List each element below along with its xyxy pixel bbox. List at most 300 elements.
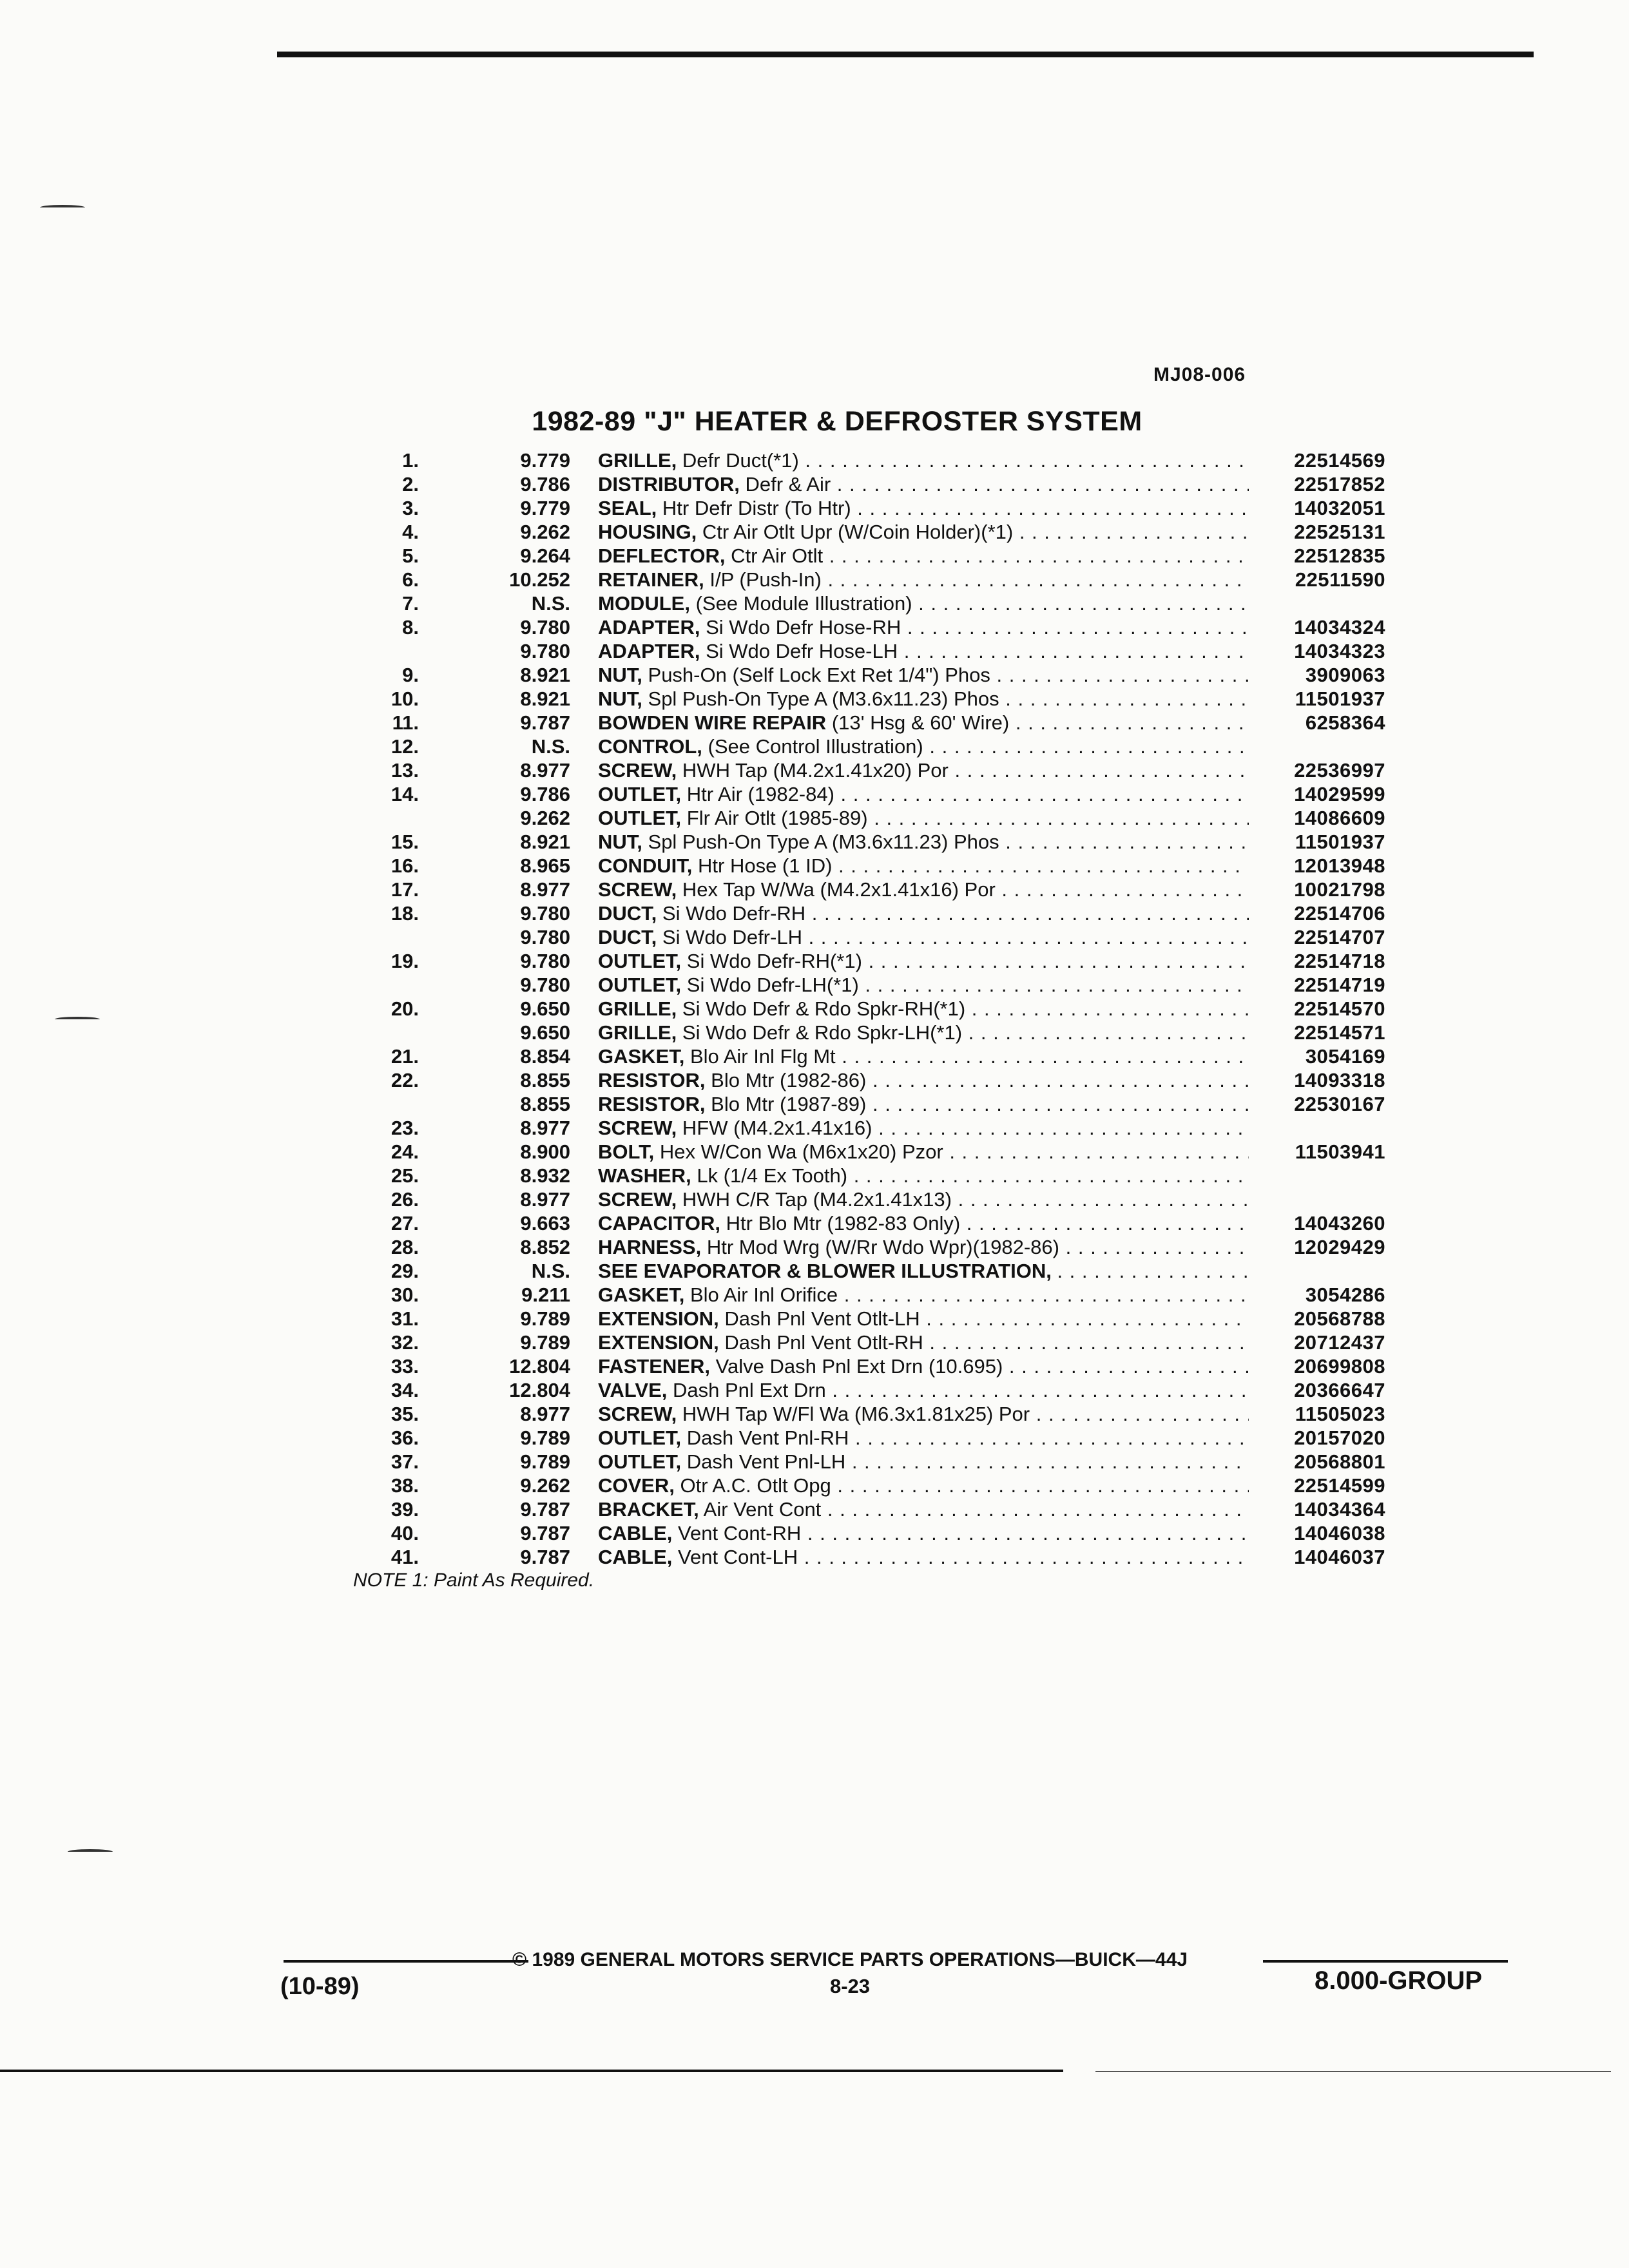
part-row bbox=[342, 1426, 1385, 1450]
part-row bbox=[342, 735, 1385, 758]
part-row bbox=[342, 591, 1385, 615]
bottom-rule bbox=[0, 2070, 1063, 2072]
part-detail: Spl Push-On Type A (M3.6x11.23) Phos bbox=[648, 687, 999, 710]
part-number: 22514706 bbox=[1257, 901, 1385, 925]
part-description bbox=[598, 1068, 1249, 1092]
item-number: 33. bbox=[390, 1355, 419, 1378]
part-detail: HWH Tap (M4.2x1.41x20) Por bbox=[682, 759, 949, 782]
catalog-group: 8.977 bbox=[520, 759, 570, 782]
item-number: 7. bbox=[402, 592, 419, 615]
part-name: ADAPTER, bbox=[598, 640, 700, 662]
item-number: 2. bbox=[402, 473, 419, 495]
item-number: 17. bbox=[390, 878, 419, 901]
item-number: 23. bbox=[390, 1117, 419, 1139]
part-detail: Defr Duct(*1) bbox=[682, 449, 799, 472]
footer-date: (10-89) bbox=[280, 1973, 360, 2000]
part-description bbox=[598, 1354, 1249, 1378]
part-description bbox=[598, 615, 1249, 639]
part-number: 22514719 bbox=[1257, 973, 1385, 997]
part-row bbox=[342, 1307, 1385, 1331]
part-detail: Push-On (Self Lock Ext Ret 1/4") Phos bbox=[648, 664, 990, 686]
part-row bbox=[342, 901, 1385, 925]
footer-group: 8.000-GROUP bbox=[1315, 1966, 1483, 1995]
part-detail: Flr Air Otlt (1985-89) bbox=[686, 807, 868, 829]
part-description bbox=[598, 997, 1249, 1021]
catalog-group: 8.921 bbox=[520, 664, 570, 686]
part-description bbox=[598, 1283, 1249, 1307]
item-number: 27. bbox=[390, 1212, 419, 1235]
part-description bbox=[598, 1521, 1249, 1545]
catalog-group: 9.789 bbox=[520, 1331, 570, 1354]
catalog-group: 8.977 bbox=[520, 878, 570, 901]
part-row bbox=[342, 448, 1385, 472]
part-description bbox=[598, 544, 1249, 568]
item-number: 8. bbox=[402, 616, 419, 639]
item-number: 35. bbox=[390, 1403, 419, 1425]
catalog-group: 9.787 bbox=[520, 1546, 570, 1568]
part-name: EXTENSION, bbox=[598, 1307, 719, 1330]
part-description bbox=[598, 1450, 1249, 1474]
part-detail: Dash Vent Pnl-LH bbox=[686, 1450, 846, 1473]
item-number: 29. bbox=[390, 1260, 419, 1282]
catalog-group: 9.264 bbox=[520, 544, 570, 567]
part-row bbox=[342, 1068, 1385, 1092]
part-name: SCREW, bbox=[598, 1403, 677, 1425]
margin-mark bbox=[40, 205, 85, 210]
part-number: 20157020 bbox=[1257, 1426, 1385, 1450]
part-name: BRACKET, bbox=[598, 1498, 699, 1521]
catalog-group: 9.779 bbox=[520, 497, 570, 519]
part-detail: Si Wdo Defr & Rdo Spkr-RH(*1) bbox=[682, 997, 966, 1020]
part-row bbox=[342, 711, 1385, 735]
part-description bbox=[598, 806, 1249, 830]
part-number: 20568788 bbox=[1257, 1307, 1385, 1331]
part-detail: Dash Vent Pnl-RH bbox=[686, 1427, 849, 1449]
part-name: RESISTOR, bbox=[598, 1093, 706, 1115]
part-detail: Blo Air Inl Flg Mt bbox=[689, 1045, 836, 1068]
part-description bbox=[598, 1140, 1249, 1164]
catalog-group: 12.804 bbox=[509, 1355, 570, 1378]
part-name: MODULE, bbox=[598, 592, 690, 615]
part-detail: (See Module Illustration) bbox=[695, 592, 912, 615]
part-description bbox=[598, 1116, 1249, 1140]
catalog-group: 9.789 bbox=[520, 1450, 570, 1473]
footer-page-number: 8-23 bbox=[829, 1975, 871, 1997]
item-number: 40. bbox=[390, 1522, 419, 1544]
part-row bbox=[342, 1211, 1385, 1235]
part-detail: Htr Hose (1 ID) bbox=[698, 854, 833, 877]
item-number: 31. bbox=[390, 1307, 419, 1330]
part-detail: Dash Pnl Ext Drn bbox=[673, 1379, 826, 1401]
part-row bbox=[342, 472, 1385, 496]
catalog-group: 8.921 bbox=[520, 687, 570, 710]
part-detail: Si Wdo Defr-LH(*1) bbox=[686, 974, 859, 996]
item-number: 1. bbox=[402, 449, 419, 472]
part-name: OUTLET, bbox=[598, 1450, 682, 1473]
part-description bbox=[598, 663, 1249, 687]
catalog-group: 8.977 bbox=[520, 1117, 570, 1139]
part-number: 14034323 bbox=[1257, 639, 1385, 663]
part-detail: HWH Tap W/Fl Wa (M6.3x1.81x25) Por bbox=[682, 1403, 1030, 1425]
catalog-group: 9.780 bbox=[520, 616, 570, 639]
item-number: 36. bbox=[390, 1427, 419, 1449]
part-number: 6258364 bbox=[1257, 711, 1385, 735]
catalog-group: 9.780 bbox=[520, 926, 570, 948]
part-number: 22536997 bbox=[1257, 758, 1385, 782]
part-detail: Hex Tap W/Wa (M4.2x1.41x16) Por bbox=[682, 878, 996, 901]
bottom-rule-dash bbox=[1095, 2071, 1611, 2072]
part-description bbox=[598, 1402, 1249, 1426]
catalog-group: N.S. bbox=[531, 735, 570, 758]
part-row bbox=[342, 758, 1385, 782]
part-name: WASHER, bbox=[598, 1164, 691, 1187]
footer-copyright: © 1989 GENERAL MOTORS SERVICE PARTS OPERATIONS—BUICK—44J bbox=[512, 1949, 1188, 1970]
catalog-group: 9.789 bbox=[520, 1427, 570, 1449]
catalog-group: 8.852 bbox=[520, 1236, 570, 1258]
part-detail: I/P (Push-In) bbox=[709, 568, 822, 591]
part-name: OUTLET, bbox=[598, 807, 682, 829]
part-number: 20366647 bbox=[1257, 1378, 1385, 1402]
part-row bbox=[342, 1116, 1385, 1140]
part-number: 14034364 bbox=[1257, 1497, 1385, 1521]
part-description bbox=[598, 854, 1249, 878]
part-name: SEE EVAPORATOR & BLOWER ILLUSTRATION, bbox=[598, 1260, 1052, 1282]
part-detail: Vent Cont-RH bbox=[678, 1522, 802, 1544]
part-name: HOUSING, bbox=[598, 521, 697, 543]
part-row bbox=[342, 1545, 1385, 1569]
part-description bbox=[598, 1307, 1249, 1331]
part-detail: Air Vent Cont bbox=[703, 1498, 822, 1521]
part-number: 22514570 bbox=[1257, 997, 1385, 1021]
part-row bbox=[342, 1021, 1385, 1044]
part-name: SCREW, bbox=[598, 1117, 677, 1139]
catalog-group: 9.780 bbox=[520, 640, 570, 662]
part-detail: Si Wdo Defr & Rdo Spkr-LH(*1) bbox=[682, 1021, 963, 1044]
catalog-group: 8.855 bbox=[520, 1069, 570, 1091]
catalog-group: 8.921 bbox=[520, 831, 570, 853]
item-number: 18. bbox=[390, 902, 419, 925]
item-number: 32. bbox=[390, 1331, 419, 1354]
part-number: 10021798 bbox=[1257, 878, 1385, 901]
catalog-group: 9.786 bbox=[520, 473, 570, 495]
part-name: HARNESS, bbox=[598, 1236, 702, 1258]
item-number: 13. bbox=[390, 759, 419, 782]
part-detail: Si Wdo Defr-LH bbox=[662, 926, 802, 948]
part-detail: Blo Mtr (1982-86) bbox=[711, 1069, 867, 1091]
part-number: 12029429 bbox=[1257, 1235, 1385, 1259]
part-row bbox=[342, 949, 1385, 973]
parts-list bbox=[342, 448, 1385, 1569]
part-row bbox=[342, 1402, 1385, 1426]
part-number: 22525131 bbox=[1257, 520, 1385, 544]
part-description bbox=[598, 1426, 1249, 1450]
part-row bbox=[342, 1259, 1385, 1283]
part-detail: Otr A.C. Otlt Opg bbox=[680, 1474, 831, 1497]
item-number: 28. bbox=[390, 1236, 419, 1258]
part-row bbox=[342, 854, 1385, 878]
part-row bbox=[342, 1283, 1385, 1307]
item-number: 19. bbox=[390, 950, 419, 972]
top-rule bbox=[277, 52, 1534, 57]
part-detail: Valve Dash Pnl Ext Drn (10.695) bbox=[715, 1355, 1003, 1378]
margin-mark bbox=[68, 1849, 113, 1854]
part-detail: Htr Mod Wrg (W/Rr Wdo Wpr)(1982-86) bbox=[706, 1236, 1059, 1258]
part-description bbox=[598, 496, 1249, 520]
part-row bbox=[342, 1521, 1385, 1545]
part-number: 3054169 bbox=[1257, 1044, 1385, 1068]
part-row bbox=[342, 973, 1385, 997]
part-name: EXTENSION, bbox=[598, 1331, 719, 1354]
part-name: RETAINER, bbox=[598, 568, 704, 591]
catalog-group: 8.932 bbox=[520, 1164, 570, 1187]
catalog-group: 9.262 bbox=[520, 807, 570, 829]
catalog-group: 10.252 bbox=[509, 568, 570, 591]
item-number: 15. bbox=[390, 831, 419, 853]
part-number: 20568801 bbox=[1257, 1450, 1385, 1474]
part-row bbox=[342, 496, 1385, 520]
footnote: NOTE 1: Paint As Required. bbox=[353, 1570, 595, 1591]
part-description bbox=[598, 878, 1249, 901]
part-number: 14093318 bbox=[1257, 1068, 1385, 1092]
item-number: 14. bbox=[390, 783, 419, 805]
item-number: 6. bbox=[402, 568, 419, 591]
part-detail: Htr Defr Distr (To Htr) bbox=[662, 497, 851, 519]
part-description bbox=[598, 448, 1249, 472]
catalog-group: 9.787 bbox=[520, 1498, 570, 1521]
catalog-group: 8.977 bbox=[520, 1188, 570, 1211]
item-number: 20. bbox=[390, 997, 419, 1020]
catalog-group: 9.787 bbox=[520, 711, 570, 734]
part-row bbox=[342, 1164, 1385, 1187]
part-name: GRILLE, bbox=[598, 997, 677, 1020]
part-row bbox=[342, 1044, 1385, 1068]
part-row bbox=[342, 663, 1385, 687]
part-description bbox=[598, 1497, 1249, 1521]
page-title: 1982-89 "J" HEATER & DEFROSTER SYSTEM bbox=[532, 406, 1142, 437]
part-row bbox=[342, 806, 1385, 830]
part-name: CAPACITOR, bbox=[598, 1212, 721, 1235]
part-name: FASTENER, bbox=[598, 1355, 710, 1378]
part-detail: Si Wdo Defr Hose-LH bbox=[706, 640, 898, 662]
part-detail: Lk (1/4 Ex Tooth) bbox=[697, 1164, 848, 1187]
part-number: 11505023 bbox=[1257, 1402, 1385, 1426]
part-name: CABLE, bbox=[598, 1546, 673, 1568]
part-description bbox=[598, 1259, 1249, 1283]
part-row bbox=[342, 568, 1385, 591]
catalog-group: 8.855 bbox=[520, 1093, 570, 1115]
part-name: GRILLE, bbox=[598, 449, 677, 472]
item-number: 22. bbox=[390, 1069, 419, 1091]
item-number: 10. bbox=[390, 687, 419, 710]
part-description bbox=[598, 1187, 1249, 1211]
part-row bbox=[342, 615, 1385, 639]
catalog-group: 9.262 bbox=[520, 521, 570, 543]
part-description bbox=[598, 1021, 1249, 1044]
item-number: 39. bbox=[390, 1498, 419, 1521]
part-row bbox=[342, 1354, 1385, 1378]
part-description bbox=[598, 472, 1249, 496]
section-code: MJ08-006 bbox=[1153, 364, 1246, 385]
part-description bbox=[598, 1474, 1249, 1497]
part-detail: Dash Pnl Vent Otlt-RH bbox=[724, 1331, 923, 1354]
part-description bbox=[598, 973, 1249, 997]
item-number: 25. bbox=[390, 1164, 419, 1187]
part-description bbox=[598, 925, 1249, 949]
part-name: NUT, bbox=[598, 687, 642, 710]
part-name: DUCT, bbox=[598, 902, 657, 925]
part-description bbox=[598, 949, 1249, 973]
part-description bbox=[598, 1164, 1249, 1187]
catalog-group: 9.780 bbox=[520, 974, 570, 996]
part-number: 11501937 bbox=[1257, 830, 1385, 854]
part-detail: HFW (M4.2x1.41x16) bbox=[682, 1117, 872, 1139]
part-name: BOLT, bbox=[598, 1140, 655, 1163]
margin-mark bbox=[55, 1017, 100, 1022]
catalog-group: 8.854 bbox=[520, 1045, 570, 1068]
catalog-group: 9.786 bbox=[520, 783, 570, 805]
part-name: OUTLET, bbox=[598, 974, 682, 996]
part-description bbox=[598, 687, 1249, 711]
part-name: SCREW, bbox=[598, 1188, 677, 1211]
catalog-group: 9.787 bbox=[520, 1522, 570, 1544]
part-detail: Ctr Air Otlt Upr (W/Coin Holder)(*1) bbox=[702, 521, 1014, 543]
part-number: 14046037 bbox=[1257, 1545, 1385, 1569]
part-number: 14032051 bbox=[1257, 496, 1385, 520]
part-number: 22512835 bbox=[1257, 544, 1385, 568]
part-row bbox=[342, 687, 1385, 711]
part-name: NUT, bbox=[598, 664, 642, 686]
part-detail: Blo Mtr (1987-89) bbox=[711, 1093, 867, 1115]
catalog-group: 8.965 bbox=[520, 854, 570, 877]
part-name: CONTROL, bbox=[598, 735, 702, 758]
part-name: GASKET, bbox=[598, 1045, 685, 1068]
part-number: 20699808 bbox=[1257, 1354, 1385, 1378]
part-number: 22514569 bbox=[1257, 448, 1385, 472]
part-detail: Si Wdo Defr Hose-RH bbox=[706, 616, 901, 639]
part-row bbox=[342, 1140, 1385, 1164]
part-row bbox=[342, 830, 1385, 854]
item-number: 30. bbox=[390, 1283, 419, 1306]
item-number: 24. bbox=[390, 1140, 419, 1163]
part-description bbox=[598, 1211, 1249, 1235]
part-description bbox=[598, 1331, 1249, 1354]
item-number: 11. bbox=[392, 711, 419, 734]
part-name: RESISTOR, bbox=[598, 1069, 706, 1091]
part-detail: Spl Push-On Type A (M3.6x11.23) Phos bbox=[648, 831, 999, 853]
part-name: DEFLECTOR, bbox=[598, 544, 726, 567]
part-detail: Htr Air (1982-84) bbox=[686, 783, 834, 805]
part-description bbox=[598, 1235, 1249, 1259]
item-number: 21. bbox=[390, 1045, 419, 1068]
part-row bbox=[342, 544, 1385, 568]
part-number: 22511590 bbox=[1257, 568, 1385, 591]
part-name: CONDUIT, bbox=[598, 854, 693, 877]
part-description bbox=[598, 639, 1249, 663]
part-description bbox=[598, 1378, 1249, 1402]
part-number: 11501937 bbox=[1257, 687, 1385, 711]
part-number: 22517852 bbox=[1257, 472, 1385, 496]
part-detail: Blo Air Inl Orifice bbox=[689, 1283, 838, 1306]
part-name: SCREW, bbox=[598, 759, 677, 782]
part-name: BOWDEN WIRE REPAIR bbox=[598, 711, 827, 734]
part-name: DISTRIBUTOR, bbox=[598, 473, 740, 495]
part-description bbox=[598, 782, 1249, 806]
part-number: 14043260 bbox=[1257, 1211, 1385, 1235]
part-row bbox=[342, 1187, 1385, 1211]
part-number: 3909063 bbox=[1257, 663, 1385, 687]
item-number: 4. bbox=[402, 521, 419, 543]
part-number: 14029599 bbox=[1257, 782, 1385, 806]
part-number: 20712437 bbox=[1257, 1331, 1385, 1354]
part-description bbox=[598, 1092, 1249, 1116]
part-description bbox=[598, 901, 1249, 925]
part-name: ADAPTER, bbox=[598, 616, 700, 639]
part-row bbox=[342, 925, 1385, 949]
part-row bbox=[342, 1378, 1385, 1402]
part-row bbox=[342, 639, 1385, 663]
part-name: VALVE, bbox=[598, 1379, 668, 1401]
part-detail: (13' Hsg & 60' Wire) bbox=[831, 711, 1010, 734]
part-row bbox=[342, 878, 1385, 901]
item-number: 38. bbox=[390, 1474, 419, 1497]
part-number: 14034324 bbox=[1257, 615, 1385, 639]
item-number: 26. bbox=[390, 1188, 419, 1211]
part-detail: HWH C/R Tap (M4.2x1.41x13) bbox=[682, 1188, 952, 1211]
catalog-group: 9.211 bbox=[521, 1283, 570, 1306]
part-name: GASKET, bbox=[598, 1283, 685, 1306]
item-number: 12. bbox=[390, 735, 419, 758]
catalog-group: 12.804 bbox=[509, 1379, 570, 1401]
part-description bbox=[598, 1044, 1249, 1068]
part-row bbox=[342, 782, 1385, 806]
part-name: DUCT, bbox=[598, 926, 657, 948]
part-row bbox=[342, 1331, 1385, 1354]
item-number: 34. bbox=[390, 1379, 419, 1401]
part-description bbox=[598, 568, 1249, 591]
part-number: 12013948 bbox=[1257, 854, 1385, 878]
part-name: NUT, bbox=[598, 831, 642, 853]
part-number: 22514718 bbox=[1257, 949, 1385, 973]
catalog-group: N.S. bbox=[531, 1260, 570, 1282]
part-name: SEAL, bbox=[598, 497, 657, 519]
catalog-group: 9.780 bbox=[520, 902, 570, 925]
catalog-group: N.S. bbox=[531, 592, 570, 615]
part-name: OUTLET, bbox=[598, 1427, 682, 1449]
part-number: 3054286 bbox=[1257, 1283, 1385, 1307]
part-detail: Vent Cont-LH bbox=[678, 1546, 798, 1568]
catalog-group: 9.262 bbox=[520, 1474, 570, 1497]
part-name: CABLE, bbox=[598, 1522, 673, 1544]
part-name: OUTLET, bbox=[598, 950, 682, 972]
part-description bbox=[598, 1545, 1249, 1569]
part-number: 22514599 bbox=[1257, 1474, 1385, 1497]
part-row bbox=[342, 1092, 1385, 1116]
catalog-group: 9.650 bbox=[520, 997, 570, 1020]
part-description bbox=[598, 520, 1249, 544]
part-name: SCREW, bbox=[598, 878, 677, 901]
part-description bbox=[598, 591, 1249, 615]
part-number: 22514571 bbox=[1257, 1021, 1385, 1044]
part-detail: Defr & Air bbox=[745, 473, 831, 495]
part-detail: Dash Pnl Vent Otlt-LH bbox=[724, 1307, 920, 1330]
part-row bbox=[342, 520, 1385, 544]
part-number: 11503941 bbox=[1257, 1140, 1385, 1164]
catalog-group: 9.780 bbox=[520, 950, 570, 972]
part-number: 14046038 bbox=[1257, 1521, 1385, 1545]
item-number: 41. bbox=[390, 1546, 419, 1568]
part-number: 22514707 bbox=[1257, 925, 1385, 949]
part-row bbox=[342, 997, 1385, 1021]
